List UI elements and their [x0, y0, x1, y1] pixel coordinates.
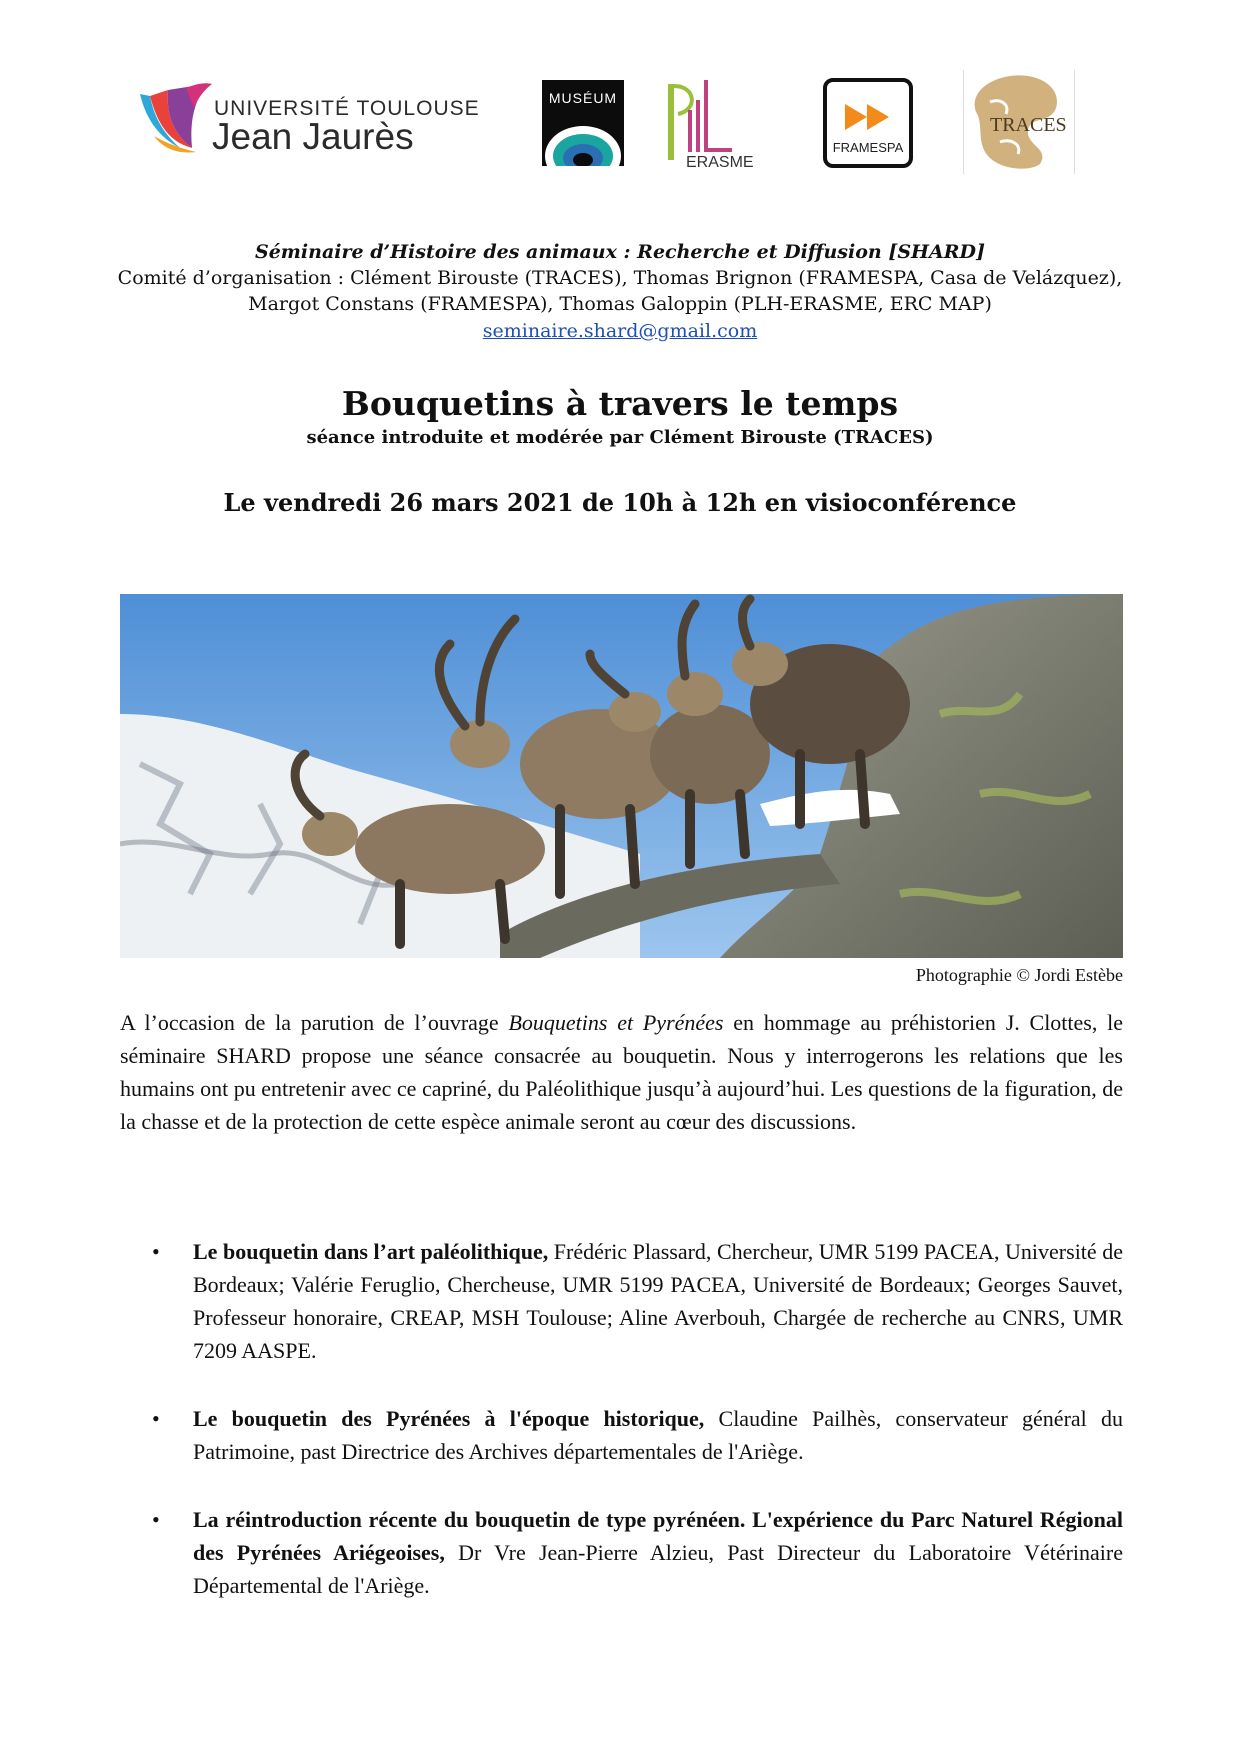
talk-title: La réintroduction récente du bouquetin de type pyrénéen. L'expérience du Parc Naturel Régional des Pyrénées Ariégeoises,	[193, 1507, 1123, 1565]
traces-logo-text: TRACES	[990, 114, 1067, 136]
intro-paragraph	[120, 1006, 1123, 1138]
university-name-line2: Jean Jaurès	[212, 116, 414, 157]
photo-credit: Photographie © Jordi Estèbe	[915, 965, 1123, 985]
talk-speakers: Dr Vre Jean-Pierre Alzieu, Past Directeur du Laboratoire Vétérinaire Départemental de l'Ariège.	[193, 1540, 1123, 1598]
university-logo-mark	[140, 76, 220, 156]
university-toulouse-logo	[140, 70, 480, 160]
talk-title: Le bouquetin des Pyrénées à l'époque historique,	[193, 1406, 705, 1431]
museum-logo	[542, 80, 624, 166]
talk-item	[120, 1503, 1123, 1602]
book-title: Bouquetins et Pyrénées	[508, 1010, 724, 1035]
ibex-photograph	[120, 594, 1123, 958]
talk-speakers: Frédéric Plassard, Chercheur, UMR 5199 PACEA, Université de Bordeaux; Valérie Feruglio, Chercheuse, UMR 5199 PACEA, Université de Bordeaux; Georges Sauvet, Professeur honoraire, CREAP, MSH Toulouse; Aline Averbouh, Chargée de recherche au CNRS, UMR 7209 AASPE.	[193, 1239, 1123, 1363]
committee-line-1: Comité d’organisation : Clément Birouste (TRACES), Thomas Brignon (FRAMESPA, Casa de Velázquez),	[117, 267, 1123, 289]
plh-erasme-logo	[668, 80, 768, 172]
committee-line-2: Margot Constans (FRAMESPA), Thomas Galoppin (PLH-ERASME, ERC MAP)	[248, 293, 992, 315]
talk-item	[120, 1402, 1123, 1468]
framespa-logo-text: FRAMESPA	[832, 140, 904, 155]
talk-item	[120, 1235, 1123, 1367]
museum-logo-mark	[542, 116, 624, 166]
erasme-logo-text: ERASME	[686, 154, 754, 171]
contact-email-link[interactable]: seminaire.shard@gmail.com	[482, 320, 758, 342]
erasme-logo-mark	[668, 80, 738, 160]
talk-title: Le bouquetin dans l’art paléolithique,	[193, 1239, 549, 1264]
event-subtitle: séance introduite et modérée par Clément Birouste (TRACES)	[306, 427, 934, 448]
museum-logo-text: MUSÉUM	[548, 90, 618, 106]
university-name-line1: UNIVERSITÉ TOULOUSE	[214, 97, 480, 120]
fast-forward-icon	[845, 102, 893, 132]
framespa-logo	[823, 78, 913, 168]
event-date: Le vendredi 26 mars 2021 de 10h à 12h en visioconférence	[223, 488, 1017, 517]
event-title: Bouquetins à travers le temps	[341, 384, 899, 423]
intro-text-end: en hommage au préhistorien J. Clottes, le séminaire SHARD propose une séance consacrée au bouquetin. Nous y interrogerons les relations que les humains ont pu entretenir avec ce capriné, du Paléolithique jusqu’à aujourd’hui. Les questions de la figuration, de la chasse et de la protection de cette espèce animale seront au cœur des discussions.	[120, 1010, 1123, 1134]
intro-text-start: A l’occasion de la parution de l’ouvrage	[120, 1010, 509, 1035]
ibex-photo-illustration	[120, 594, 1123, 958]
talk-speakers: Claudine Pailhès, conservateur général du Patrimoine, past Directrice des Archives départementales de l'Ariège.	[193, 1406, 1123, 1464]
logo-row	[0, 70, 1240, 180]
series-title: Séminaire d’Histoire des animaux : Recherche et Diffusion [SHARD]	[255, 241, 985, 263]
traces-logo	[963, 70, 1075, 174]
